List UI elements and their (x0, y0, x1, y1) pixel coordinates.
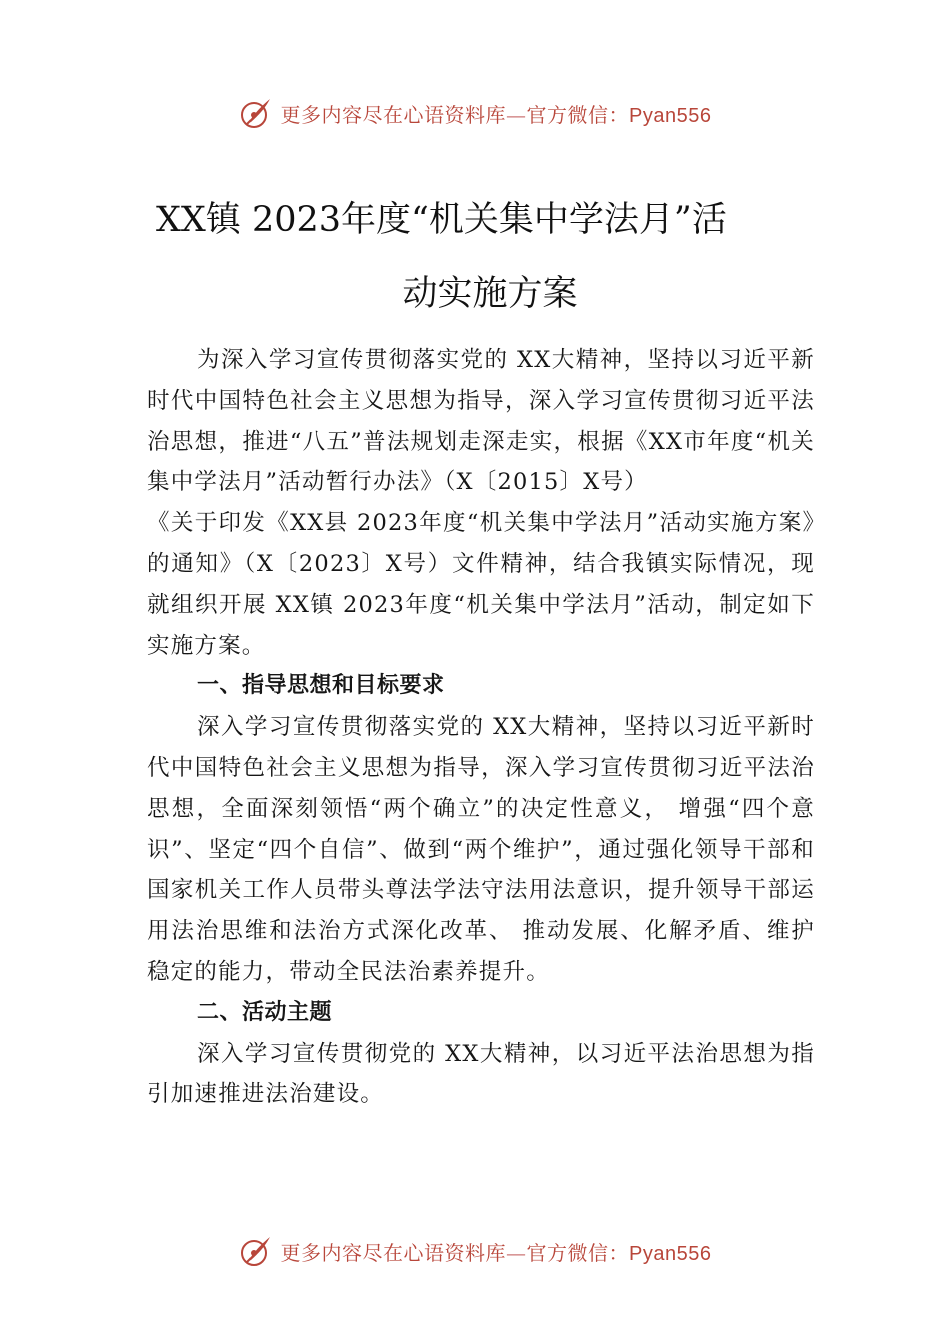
footer-separator: — (506, 1240, 527, 1265)
quill-logo-icon (239, 96, 273, 130)
section-1-heading: 一、指导思想和目标要求 (197, 673, 445, 699)
footer-site-name: 更多内容尽在心语资料库 (280, 1240, 507, 1265)
quill-logo-icon (239, 1234, 273, 1268)
footer-banner (0, 1234, 950, 1268)
footer-banner-text (281, 1237, 712, 1266)
footer-wechat-label: 官方微信： (526, 1240, 630, 1265)
section-1-paragraph: 深入学习宣传贯彻落实党的 XX大精神，坚持以习近平新时代中国特色社会主义思想为指导，深入学习宣传贯彻习近平法治思想，全面深刻领悟“两个确立”的决定性意义， 增强“四个意识”、坚定“四个自信”、做到“两个维护”，通过强化领导干部和国家机关工作人员带头尊法学法守法用法意识，提升领导干部运用法治思维和法治方式深化改革、 推动发展、化解矛盾、维护稳定的能力，带动全民法治素养提升。 (147, 714, 815, 985)
title-line-2: 动实施方案 (402, 274, 578, 314)
footer-wechat-id: Pyan556 (629, 1242, 712, 1265)
banner-separator: — (506, 102, 527, 127)
banner-wechat-label: 官方微信： (526, 102, 630, 127)
banner-wechat-id: Pyan556 (629, 104, 712, 127)
title-line-1: XX镇 2023年度“机关集中学法月”活 (156, 200, 727, 240)
section-2-paragraph: 深入学习宣传贯彻党的 XX大精神，以习近平法治思想为指引加速推进法治建设。 (147, 1040, 815, 1108)
banner-text (281, 99, 712, 128)
document-title (140, 183, 840, 331)
section-2-heading: 二、活动主题 (197, 999, 333, 1025)
intro-paragraph-2: 《关于印发《XX县 2023年度“机关集中学法月”活动实施方案》的通知》（X〔2023〕X号）文件精神，结合我镇实际情况，现就组织开展 XX镇 2023年度“机关集中学法月”活动，制定如下实施方案。 (147, 510, 815, 659)
header-banner (0, 96, 950, 130)
document-body (147, 340, 815, 1115)
banner-site-name: 更多内容尽在心语资料库 (280, 102, 507, 127)
intro-paragraph-1: 为深入学习宣传贯彻落实党的 XX大精神，坚持以习近平新时代中国特色社会主义思想为指导，深入学习宣传贯彻习近平法治思想，推进“八五”普法规划走深走实，根据《XX市年度“机关集中学法月”活动暂行办法》（X〔2015〕X号） (147, 347, 815, 496)
